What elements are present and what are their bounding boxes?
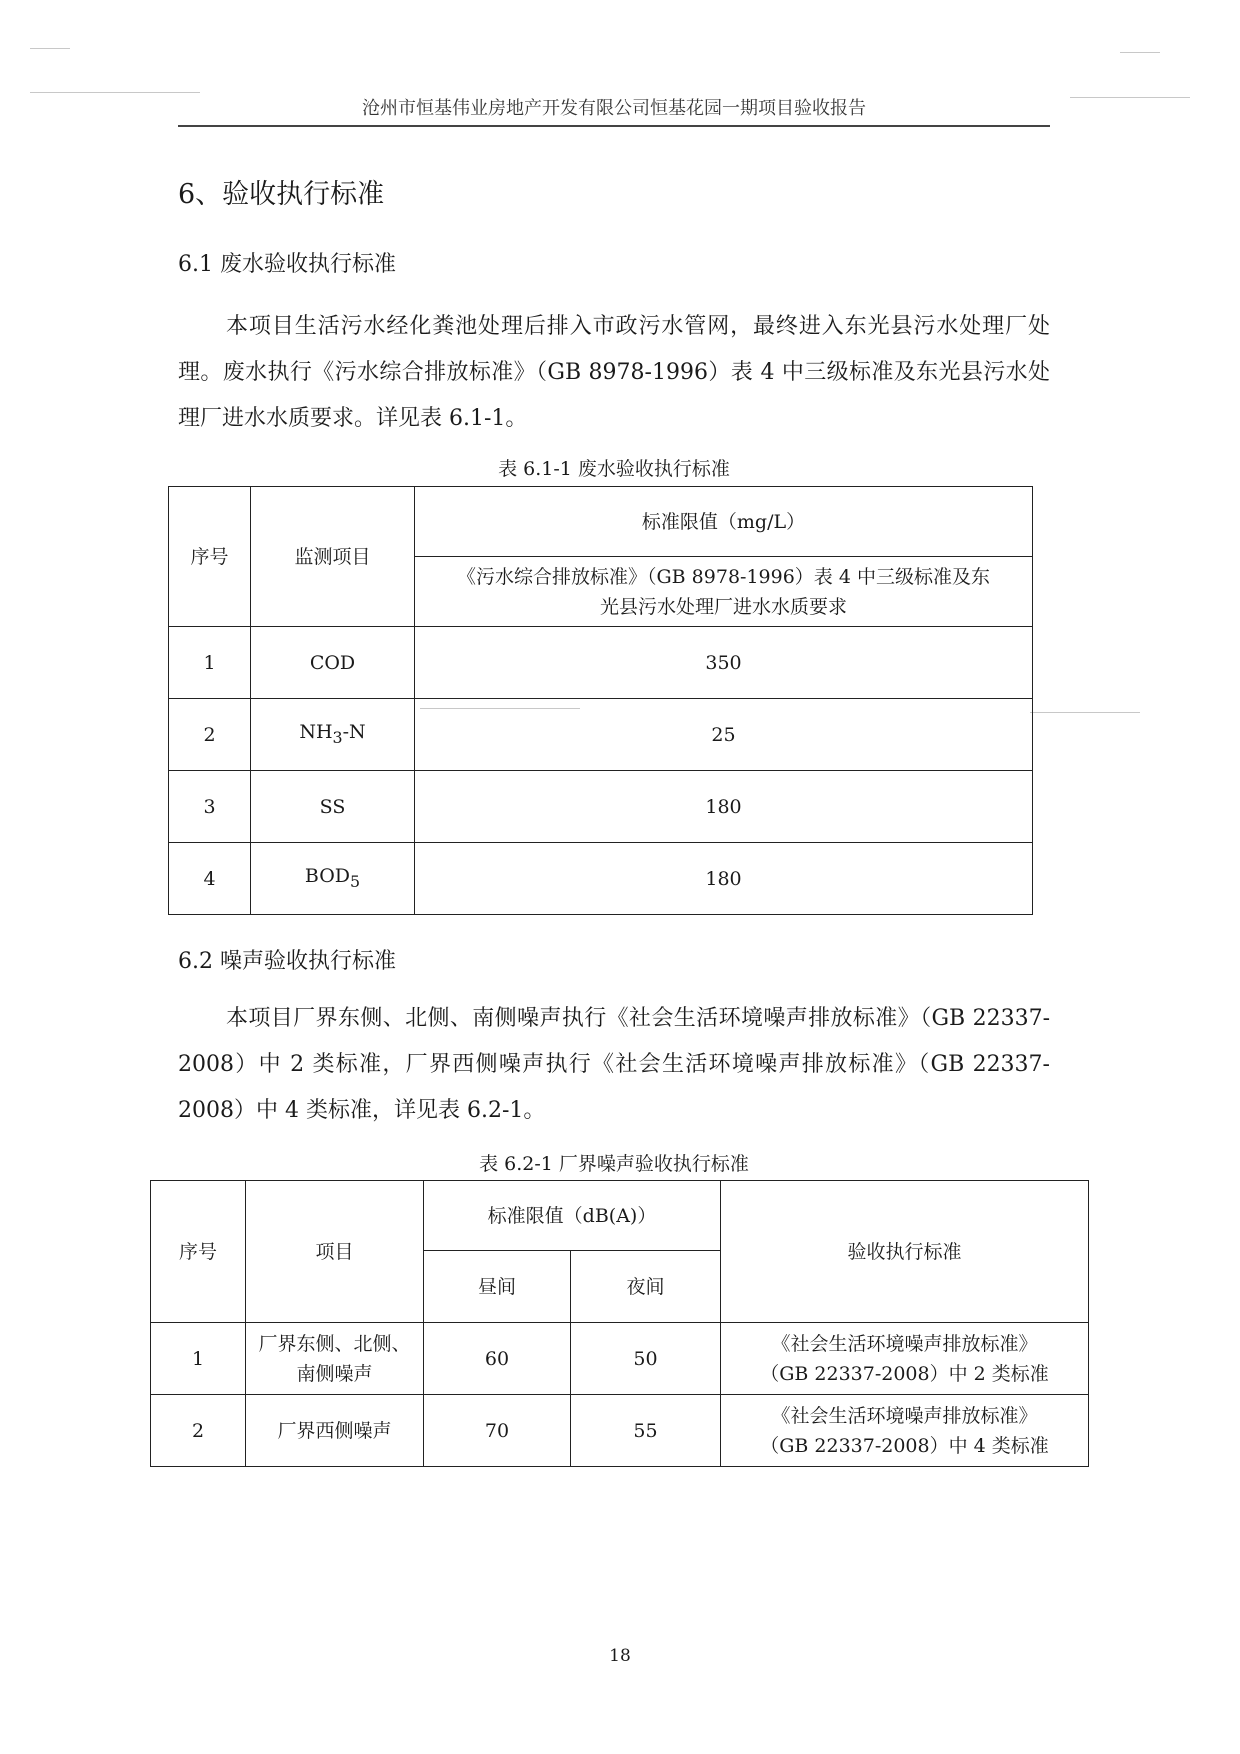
row-value: 25 (415, 699, 1033, 771)
wastewater-paragraph: 本项目生活污水经化粪池处理后排入市政污水管网，最终进入东光县污水处理厂处理。废水执行《污水综合排放标准》（GB 8978-1996）表 4 中三级标准及东光县污水处理厂进水水质要求。详见表 6.1-1。 (178, 314, 1050, 431)
row-item: $BOD_5$ (251, 843, 415, 915)
row-night: 55 (571, 1395, 721, 1467)
row-no: 4 (169, 843, 251, 915)
scan-line (1120, 52, 1160, 53)
wastewater-heading: 6.1 废水验收执行标准 (178, 252, 396, 277)
row-no: 3 (169, 771, 251, 843)
row-value: 180 (415, 843, 1033, 915)
noise-heading: 6.2 噪声验收执行标准 (178, 949, 396, 974)
noise-table-caption: 表 6.2-1 厂界噪声验收执行标准 (479, 1153, 749, 1175)
col-limit-header: 标准限值（dB(A)） (424, 1181, 721, 1251)
table-row (169, 771, 1033, 843)
row-day: 70 (424, 1395, 571, 1467)
table-row (151, 1395, 1089, 1467)
noise-table (150, 1180, 1089, 1467)
row-no: 1 (151, 1323, 246, 1395)
scan-line (1070, 97, 1190, 98)
table-row (169, 843, 1033, 915)
col-day-header: 昼间 (424, 1251, 571, 1323)
row-no: 2 (169, 699, 251, 771)
row-item: 厂界东侧、北侧、南侧噪声 (246, 1323, 424, 1395)
col-item-header: 监测项目 (251, 487, 415, 627)
noise-paragraph: 本项目厂界东侧、北侧、南侧噪声执行《社会生活环境噪声排放标准》（GB 22337-2008）中 2 类标准，厂界西侧噪声执行《社会生活环境噪声排放标准》（GB 22337-2008）中 4 类标准，详见表 6.2-1。 (178, 1006, 1050, 1123)
scan-line (1030, 712, 1140, 713)
row-item: COD (251, 627, 415, 699)
col-limit-header: 标准限值（mg/L） (415, 487, 1033, 557)
section-title: 6、验收执行标准 (178, 179, 385, 210)
col-standard-header: 验收执行标准 (721, 1181, 1089, 1323)
scan-line (30, 48, 70, 49)
table-row (151, 1323, 1089, 1395)
wastewater-table-caption: 表 6.1-1 废水验收执行标准 (498, 458, 730, 480)
col-no-header: 序号 (151, 1181, 246, 1323)
row-value: 180 (415, 771, 1033, 843)
row-item: 厂界西侧噪声 (246, 1395, 424, 1467)
row-standard: 《社会生活环境噪声排放标准》 （GB 22337-2008）中 4 类标准 (721, 1395, 1089, 1467)
wastewater-table (168, 486, 1033, 915)
page-header: 沧州市恒基伟业房地产开发有限公司恒基花园一期项目验收报告 (178, 94, 1050, 127)
row-value: 350 (415, 627, 1033, 699)
row-item: SS (251, 771, 415, 843)
col-no-header: 序号 (169, 487, 251, 627)
row-item: $NH_3-N$ (251, 699, 415, 771)
row-day: 60 (424, 1323, 571, 1395)
table-row (169, 627, 1033, 699)
col-night-header: 夜间 (571, 1251, 721, 1323)
row-no: 2 (151, 1395, 246, 1467)
row-standard: 《社会生活环境噪声排放标准》 （GB 22337-2008）中 2 类标准 (721, 1323, 1089, 1395)
table-row (169, 699, 1033, 771)
scan-line (30, 92, 200, 93)
col-standard-header: 《污水综合排放标准》（GB 8978-1996）表 4 中三级标准及东光县污水处理厂进水水质要求 (415, 557, 1033, 627)
col-item-header: 项目 (246, 1181, 424, 1323)
row-night: 50 (571, 1323, 721, 1395)
page-number: 18 (609, 1646, 631, 1666)
row-no: 1 (169, 627, 251, 699)
